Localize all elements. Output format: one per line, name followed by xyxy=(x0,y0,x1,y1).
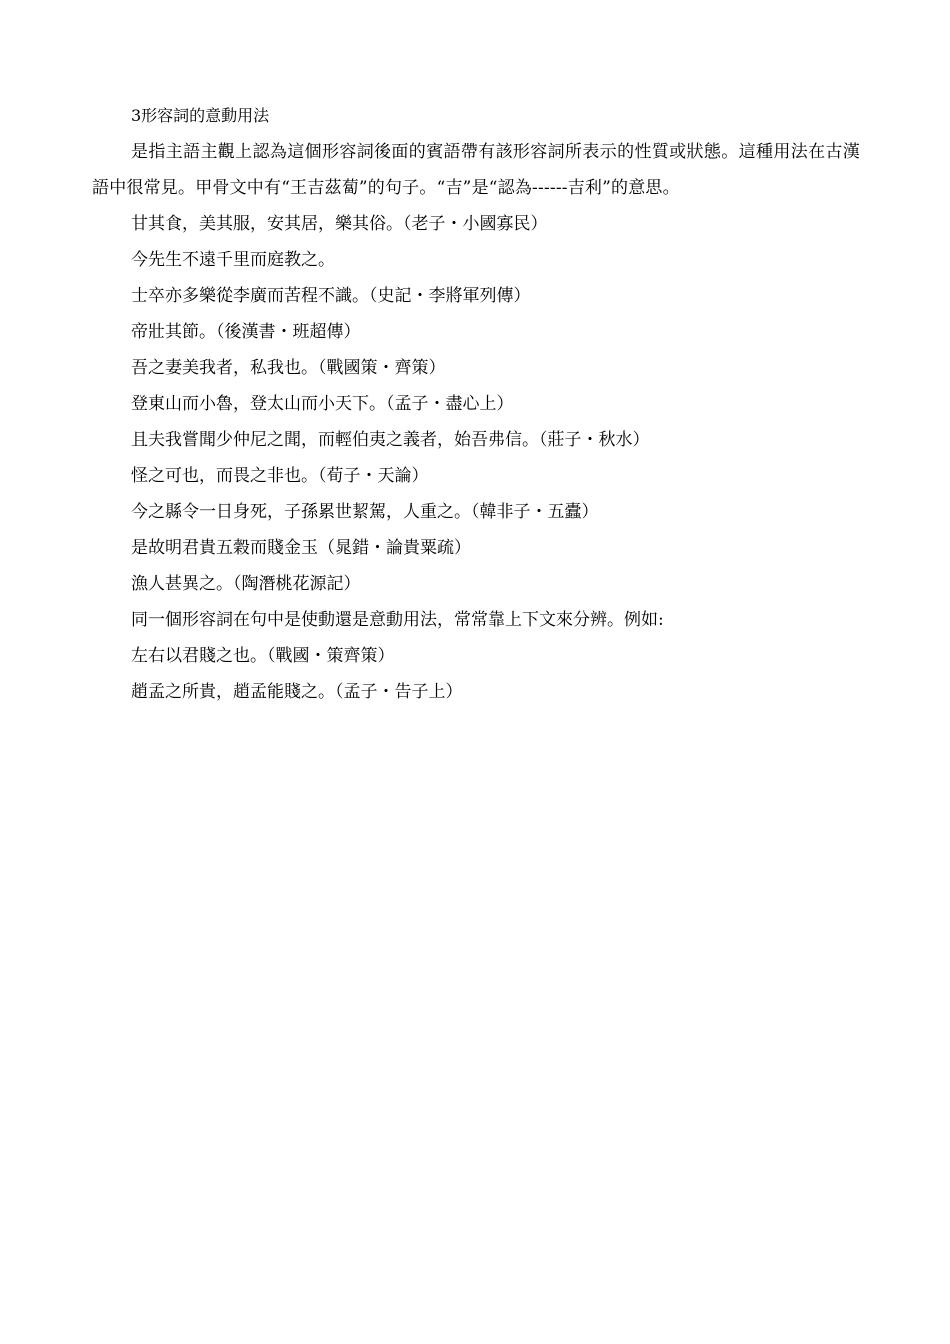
example-line: 甘其食，美其服，安其居，樂其俗。（老子・小國寡民） xyxy=(131,214,548,234)
note-line: 同一個形容詞在句中是使動還是意動用法，常常靠上下文來分辨。例如: xyxy=(131,610,664,630)
document-body xyxy=(92,98,860,710)
example-line: 趙孟之所貴，趙孟能賤之。（孟子・告子上） xyxy=(131,682,463,702)
example-line: 士卒亦多樂從李廣而苦程不識。（史記・李將軍列傳） xyxy=(131,286,531,306)
example-line: 帝壯其節。（後漢書・班超傳） xyxy=(131,322,361,342)
example-line: 登東山而小魯，登太山而小天下。（孟子・盡心上） xyxy=(131,394,514,414)
example-line: 今先生不遠千里而庭教之。 xyxy=(131,250,335,270)
intro-paragraph: 是指主語主觀上認為這個形容詞後面的賓語帶有該形容詞所表示的性質或狀態。這種用法在古漢語中很常見。甲骨文中有“王吉茲蔔”的句子。“吉”是“認為------吉利”的意思。 xyxy=(92,142,860,198)
example-line: 怪之可也，而畏之非也。（荀子・天論） xyxy=(131,466,429,486)
example-line: 漁人甚異之。（陶潛桃花源記） xyxy=(131,574,361,594)
example-line: 是故明君貴五穀而賤金玉（晁錯・論貴粟疏） xyxy=(131,538,471,558)
example-line: 吾之妻美我者，私我也。（戰國策・齊策） xyxy=(131,358,446,378)
example-line: 且夫我嘗聞少仲尼之聞，而輕伯夷之義者，始吾弗信。（莊子・秋水） xyxy=(131,430,650,450)
example-line: 今之縣令一日身死，子孫累世絜駕，人重之。（韓非子・五蠹） xyxy=(131,502,599,522)
section-heading: 3形容詞的意動用法 xyxy=(131,106,270,125)
example-line: 左右以君賤之也。（戰國・策齊策） xyxy=(131,646,395,666)
